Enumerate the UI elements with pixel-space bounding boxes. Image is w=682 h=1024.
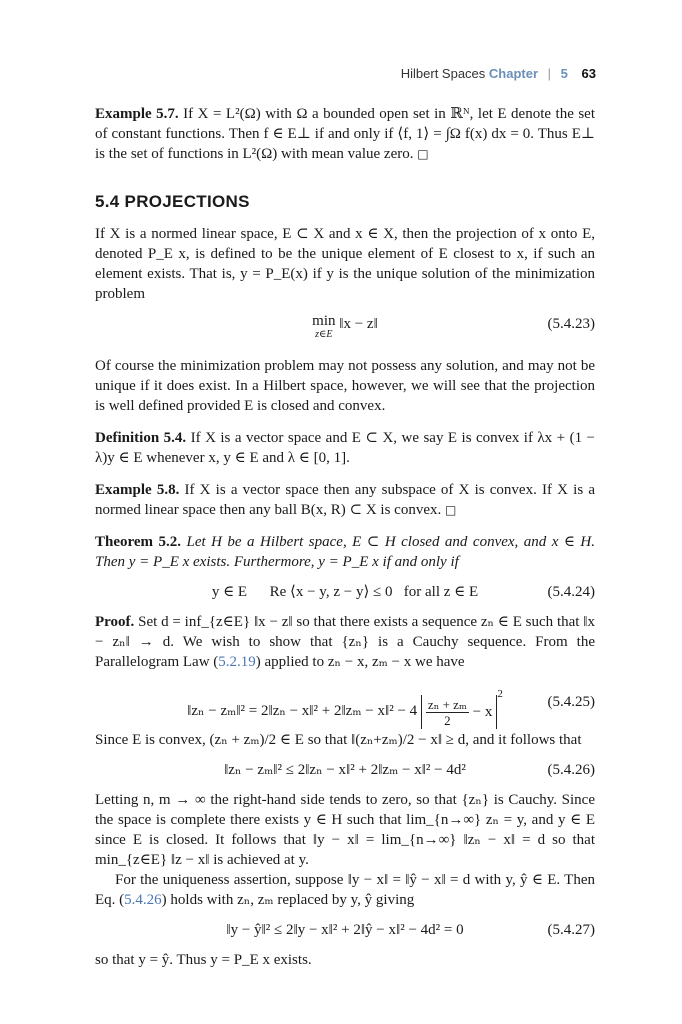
paragraph-letting: Letting n, m → ∞ the right-hand side tends to zero, so that {zₙ} is Cauchy. Since the space is complete there exists y ∈ H such that lim_{n→∞} zₙ = y, and y ∈ E since E is closed. It follows that ‖y − x‖ = lim_{n→∞} ‖zₙ − x‖ = d so that min_{z∈E} ‖z − x‖ is achieved at y.: [95, 792, 595, 868]
theorem-5-2-text: Let H be a Hilbert space, E ⊂ H closed and convex, and x ∈ H. Then y = P_E x exists. Furthermore, y = P_E x if and only if: [95, 534, 596, 570]
equation-5-4-24: [95, 580, 595, 604]
running-header: [401, 66, 596, 81]
equation-5-4-25: [95, 680, 595, 728]
qed-icon: □: [417, 147, 429, 161]
theorem-5-2-label: Theorem 5.2.: [95, 534, 182, 550]
equation-5-4-27: [95, 918, 595, 942]
equation-body: ‖zₙ − zₘ‖² ≤ 2‖zₙ − x‖² + 2‖zₘ − x‖² − 4d²: [224, 762, 466, 778]
min-subscript: z∈E: [315, 329, 333, 340]
qed-icon: □: [444, 503, 457, 517]
equation-number: (5.4.27): [547, 922, 595, 938]
equation-5-4-26: [95, 758, 595, 782]
equation-number: (5.4.24): [547, 584, 595, 600]
example-5-8: [95, 480, 595, 520]
definition-5-4-text: If X is a vector space and E ⊂ X, we say E is convex if λx + (1 − λ)y ∈ E whenever x, y ∈ E and λ ∈ [0, 1].: [95, 430, 595, 466]
paragraph-uniqueness: [95, 870, 595, 910]
equation-reference-link[interactable]: 5.2.19: [218, 654, 256, 670]
proof-text-b: ) applied to zₙ − x, zₘ − x we have: [255, 654, 465, 670]
chapter-number: 5: [560, 66, 568, 81]
header-separator: |: [547, 66, 552, 81]
paragraph-final: so that y = ŷ. Thus y = P_E x exists.: [95, 952, 312, 968]
uniqueness-text-b: ) holds with zₙ, zₘ replaced by y, ŷ giving: [161, 892, 415, 908]
example-5-7: [95, 104, 595, 164]
chapter-label: Chapter: [488, 66, 539, 81]
page-number: 63: [581, 66, 596, 81]
equation-number: (5.4.26): [547, 762, 595, 778]
proof-text-a: Set d = inf_{z∈E} ‖x − z‖ so that there exists a sequence zₙ ∈ E such that ‖x − zₙ‖ → d. We wish to show that {zₙ} is a Cauchy sequence. From the Parallelogram Law (: [95, 614, 595, 670]
equation-left: ‖zₙ − zₘ‖² = 2‖zₙ − x‖² + 2‖zₘ − x‖² − 4: [187, 703, 418, 719]
equation-body: y ∈ E Re ⟨x − y, z − y⟩ ≤ 0 for all z ∈ E: [211, 584, 479, 600]
paragraph-of-course: Of course the minimization problem may not possess any solution, and may not be unique if it does exist. In a Hilbert space, however, we will see that the projection is well defined provided E is closed and convex.: [95, 358, 595, 414]
fraction-denominator: 2: [444, 712, 451, 728]
equation-number: (5.4.23): [547, 316, 595, 332]
example-5-8-text: If X is a vector space then any subspace of X is convex. If X is a normed linear space then any ball B(x, R) ⊂ X is convex.: [95, 482, 595, 518]
proof-label: Proof.: [95, 614, 135, 630]
equation-5-4-23: [95, 312, 595, 348]
definition-5-4: [95, 428, 595, 468]
min-operator: min: [312, 313, 336, 329]
page-body: [95, 104, 595, 970]
section-title: 5.4 PROJECTIONS: [95, 192, 250, 211]
norm-power: 2: [497, 688, 503, 700]
fraction-numerator: zₙ + zₘ: [427, 696, 467, 712]
paragraph-convex: Since E is convex, (zₙ + zₘ)/2 ∈ E so that ‖(zₙ+zₘ)/2 − x‖ ≥ d, and it follows that: [95, 732, 582, 748]
running-title: Hilbert Spaces: [400, 66, 486, 81]
example-5-7-label: Example 5.7.: [95, 106, 179, 122]
equation-number: (5.4.25): [547, 694, 595, 710]
norm-bars: [421, 695, 497, 729]
intro-paragraph: If X is a normed linear space, E ⊂ X and x ∈ X, then the projection of x onto E, denoted P_E x, is defined to be the unique element of E closest to x, if such an element exists. That is, y = P_E(x) if y is the unique solution of the minimization problem: [95, 226, 595, 302]
equation-reference-link[interactable]: 5.4.26: [124, 892, 162, 908]
proof-paragraph: [95, 612, 595, 672]
fraction: [426, 697, 469, 728]
uniqueness-text-a: For the uniqueness assertion, suppose ‖y − x‖ = ‖ŷ − x‖ = d with y, ŷ ∈ E. Then Eq. (: [95, 872, 595, 908]
fraction-after: − x: [472, 703, 493, 720]
example-5-8-label: Example 5.8.: [95, 482, 180, 498]
theorem-5-2: [95, 532, 595, 572]
example-5-7-text: If X = L²(Ω) with Ω a bounded open set in ℝᴺ, let E denote the set of constant functions. Then f ∈ E⊥ if and only if ⟨f, 1⟩ = ∫Ω f(x) dx = 0. Thus E⊥ is the set of functions in L²(Ω) with mean value zero.: [95, 106, 596, 162]
definition-5-4-label: Definition 5.4.: [95, 430, 187, 446]
equation-body: ‖y − ŷ‖² ≤ 2‖y − x‖² + 2‖ŷ − x‖² − 4d² = 0: [226, 922, 464, 938]
equation-body: ‖x − z‖: [339, 316, 378, 332]
